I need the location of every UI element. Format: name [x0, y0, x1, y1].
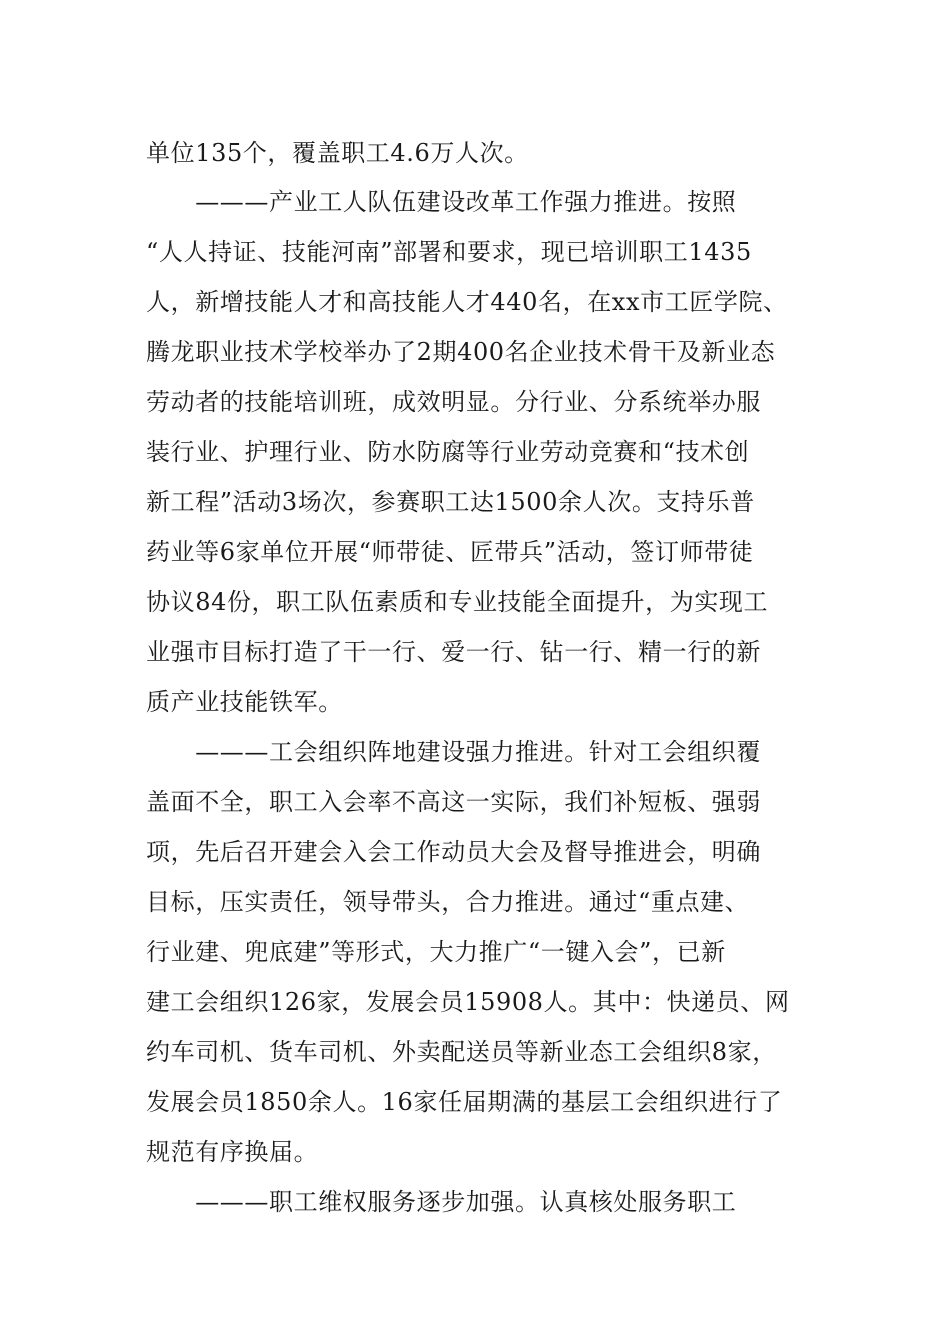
text-line: 协议84份，职工队伍素质和专业技能全面提升，为实现工 — [146, 588, 769, 616]
text-line: 新工程”活动3场次，参赛职工达1500余人次。支持乐普 — [146, 488, 755, 516]
text-line: 人，新增技能人才和高技能人才440名，在xx市工匠学院、 — [146, 288, 788, 316]
text-line: ———产业工人队伍建设改革工作强力推进。按照 — [146, 188, 737, 216]
text-line: 盖面不全，职工入会率不高这一实际，我们补短板、强弱 — [146, 788, 761, 816]
text-line: 业强市目标打造了干一行、爱一行、钻一行、精一行的新 — [146, 638, 761, 666]
text-line: 目标，压实责任，领导带头，合力推进。通过“重点建、 — [146, 888, 750, 916]
text-line: ———职工维权服务逐步加强。认真核处服务职工 — [146, 1188, 737, 1216]
text-line: ———工会组织阵地建设强力推进。针对工会组织覆 — [146, 738, 761, 766]
text-line: 建工会组织126家，发展会员15908人。其中：快递员、网 — [146, 988, 790, 1016]
text-line: 规范有序换届。 — [146, 1138, 319, 1166]
text-line: 腾龙职业技术学校举办了2期400名企业技术骨干及新业态 — [146, 338, 776, 366]
text-line: 单位135个，覆盖职工4.6万人次。 — [146, 139, 529, 167]
text-line: 质产业技能铁军。 — [146, 688, 343, 716]
text-line: 约车司机、货车司机、外卖配送员等新业态工会组织8家， — [146, 1038, 777, 1066]
text-line: “人人持证、技能河南”部署和要求，现已培训职工1435 — [146, 238, 752, 266]
text-line: 劳动者的技能培训班，成效明显。分行业、分系统举办服 — [146, 388, 761, 416]
text-line: 药业等6家单位开展“师带徒、匠带兵”活动，签订师带徒 — [146, 538, 754, 566]
text-line: 发展会员1850余人。16家任届期满的基层工会组织进行了 — [146, 1088, 783, 1116]
text-line: 行业建、兜底建”等形式，大力推广“一键入会”，已新 — [146, 938, 726, 966]
text-line: 装行业、护理行业、防水防腐等行业劳动竞赛和“技术创 — [146, 438, 750, 466]
text-line: 项，先后召开建会入会工作动员大会及督导推进会，明确 — [146, 838, 761, 866]
